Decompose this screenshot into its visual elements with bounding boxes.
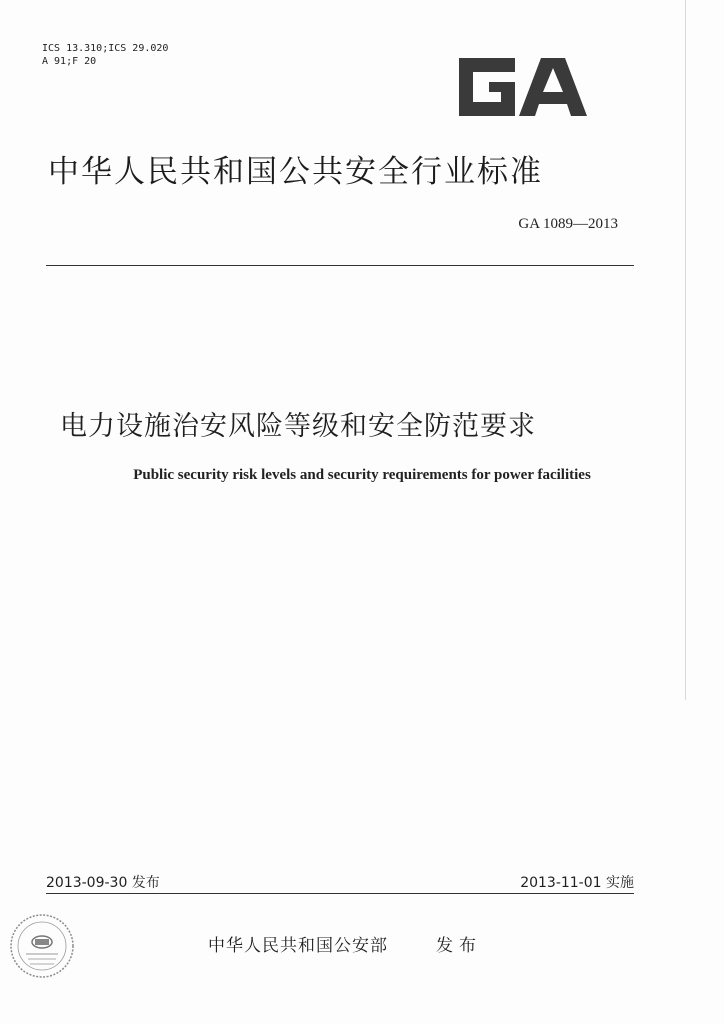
document-title-chinese: 电力设施治安风险等级和安全防范要求: [60, 411, 536, 442]
ics-code: ICS 13.310;ICS 29.020: [42, 43, 169, 54]
standard-category-title: 中华人民共和国公共安全行业标准: [48, 154, 543, 190]
classification-codes: [42, 42, 168, 68]
ga-logo-a: [519, 58, 587, 116]
document-title-english: Public security risk levels and security requirements for power facilities: [133, 467, 591, 483]
ga-logo: [455, 52, 591, 122]
header-divider: [46, 265, 634, 266]
release-date: 2013-09-30 发布: [46, 875, 160, 891]
issuing-authority: 中华人民共和国公安部: [208, 936, 388, 956]
standard-number: GA 1089—2013: [518, 216, 618, 232]
scan-edge-line: [685, 0, 686, 700]
ga-logo-text: GA: [455, 52, 457, 53]
ga-logo-g: [459, 58, 515, 116]
footer-divider: [46, 893, 634, 894]
effective-date: 2013-11-01 实施: [520, 875, 634, 891]
issue-label: 发布: [436, 936, 482, 956]
seal-icon: [8, 912, 76, 980]
ccs-code: A 91;F 20: [42, 56, 97, 67]
